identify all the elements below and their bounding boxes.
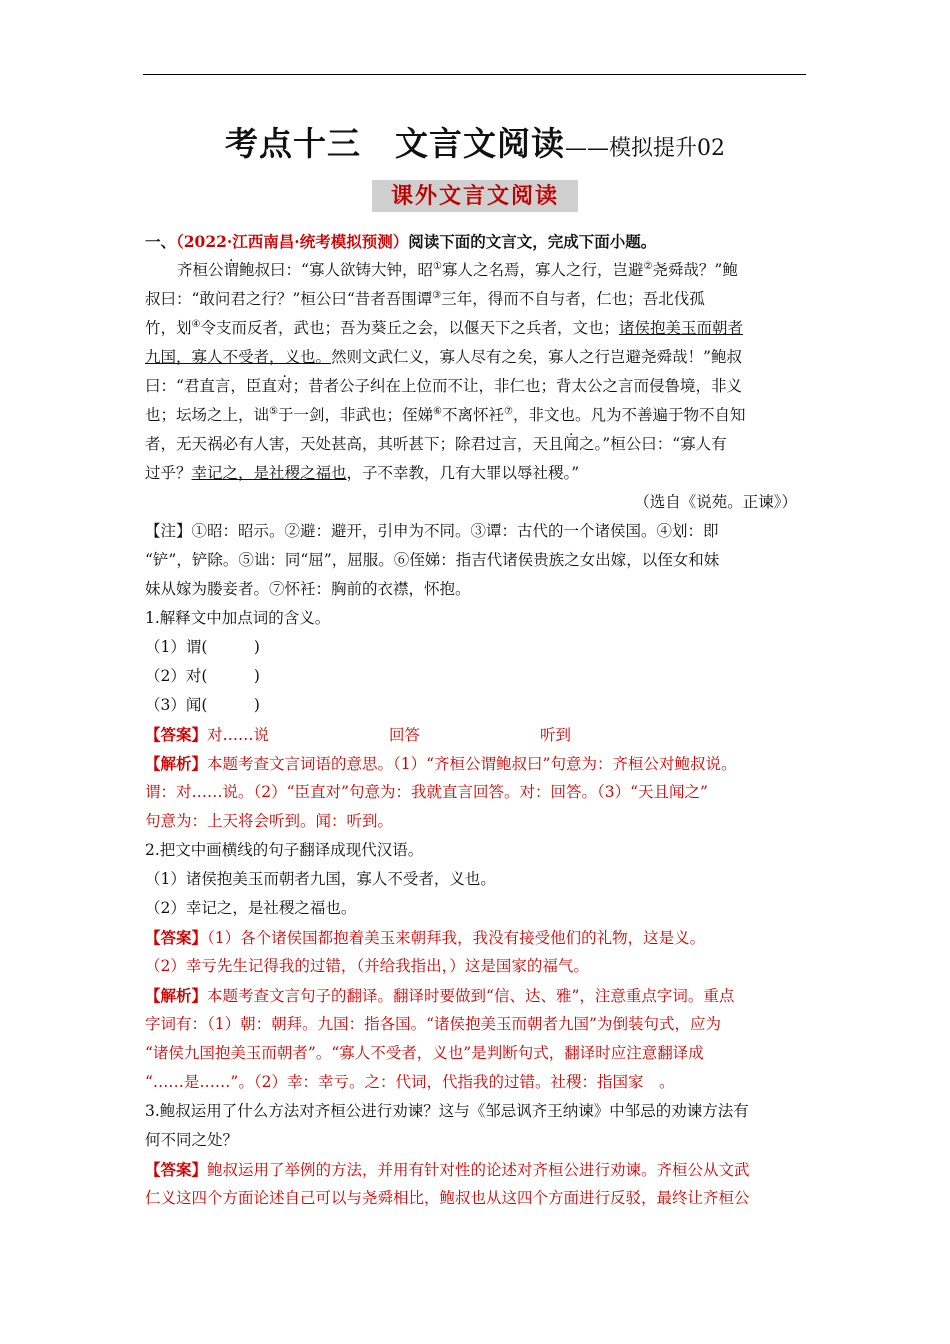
answer [145, 720, 805, 749]
answer-text: 对……说 [207, 726, 270, 744]
dotted-word: 闻 [563, 435, 580, 453]
underlined-sentence: 诸侯抱美玉而朝者 [619, 319, 744, 337]
answer-label: 【答案】 [145, 1160, 208, 1179]
analysis [145, 749, 805, 778]
notes-line: “铲”，铲除。⑤诎：同“屈”，屈服。⑥侄娣：指吉代诸侯贵族之女出嫁，以侄女和妹 [145, 551, 720, 569]
header-rule [143, 74, 806, 75]
passage-text: 过乎？ [145, 464, 192, 482]
passage-line [145, 372, 805, 401]
note-marker: ② [643, 260, 653, 272]
notes [145, 517, 805, 604]
document-content [145, 227, 805, 1213]
passage-line [145, 401, 805, 430]
analysis-line: “诸侯九国抱美玉而朝者”。“寡人不受者，义也”是判断句式，翻译时应注意翻译成 [145, 1044, 704, 1062]
page-title-main: 考点十三 文言文阅读 [225, 124, 565, 163]
question-item: （1）谓( ) [145, 638, 260, 656]
passage-text: 齐桓公 [177, 261, 224, 279]
analysis-text: 本题考查文言句子的翻译。翻译时要做到“信、达、雅”，注意重点字词。重点 [207, 987, 735, 1005]
note-marker: ⑥ [433, 405, 442, 417]
passage-text: ，子不幸教，几有大罪以辱社稷。” [346, 464, 580, 482]
answer-line: 仁义这四个方面论述自己可以与尧舜相比，鲍叔也从这四个方面进行反驳，最终让齐桓公 [145, 1189, 750, 1207]
passage-text: ；昔者公子纠在上位而不让，非仁也；背太公之言而侵鲁境，非义 [292, 377, 742, 395]
passage-line [145, 459, 805, 488]
passage-text: 叔曰：“敢问君之行？”桓公曰“昔者吾围谭 [145, 290, 433, 308]
answer-text: 听到 [540, 726, 572, 744]
answer-label: 【答案】 [145, 928, 208, 947]
note-marker: ⑤ [269, 405, 278, 417]
note-marker: ④ [191, 318, 201, 330]
question-intro [145, 227, 805, 256]
passage-line [145, 430, 805, 459]
dotted-word: 谓 [223, 261, 240, 279]
passage-text: ，非文也。凡为不善遍于物不自知 [512, 406, 746, 424]
passage-text: 于一剑，非武也；侄娣 [277, 406, 433, 424]
notes-line: 【注】①昭：昭示。②避：避开，引申为不同。③谭：古代的一个诸侯国。④划：即 [145, 522, 719, 540]
analysis-line: “……是……”。（2）幸：幸亏。之：代词，代指我的过错。社稷：指国家 。 [145, 1073, 675, 1091]
passage-line [145, 256, 805, 285]
answer-line: （2）幸亏先生记得我的过错，（并给我指出，）这是国家的福气。 [145, 957, 589, 975]
analysis-line: 谓：对……说。（2）“臣直对”句意为：我就直言回答。对：回答。（3）“天且闻之” [145, 783, 708, 801]
passage [145, 256, 805, 517]
passage-source: （选自《说苑。正谏》） [634, 493, 797, 511]
passage-text: 之。”桓公曰：“寡人有 [579, 435, 727, 453]
question-item: （2）对( ) [145, 667, 260, 685]
question-stem: 1.解释文中加点词的含义。 [145, 609, 331, 627]
analysis-label: 【解析】 [145, 754, 208, 773]
passage-text: 令支而反者，武也；吾为葵丘之会，以偃天下之兵者，文也； [200, 319, 619, 337]
passage-text: 寡人之名焉，寡人之行，岂避 [441, 261, 644, 279]
answer-text: 鲍叔运用了举例的方法，并用有针对性的论述对齐桓公进行劝谏。齐桓公从文武 [207, 1161, 750, 1179]
question-instruction: 阅读下面的文言文，完成下面小题。 [408, 232, 657, 251]
passage-text: 然则文武仁义，寡人尽有之矣，寡人之行岂避尧舜哉！”鲍叔 [331, 348, 742, 366]
question-stem: 3.鲍叔运用了什么方法对齐桓公进行劝谏？这与《邹忌讽齐王纳谏》中邹忌的劝谏方法有 [145, 1102, 749, 1120]
note-marker: ③ [432, 289, 442, 301]
analysis-line: 句意为：上天将会听到。闻：听到。 [145, 812, 394, 830]
question-source: （2022·江西南昌·统考模拟预测） [176, 232, 409, 251]
passage-text: 不离怀衽 [441, 406, 504, 424]
note-marker: ⑦ [503, 405, 513, 417]
passage-text: 者，无天祸必有人害，天处甚高，其听甚下；除君过言，天且 [145, 435, 564, 453]
underlined-sentence: 幸记之，是社稷之福也 [191, 464, 347, 482]
question-stem: 2.把文中画横线的句子翻译成现代汉语。 [145, 841, 424, 859]
passage-line [145, 285, 805, 314]
passage-text: 尧舜哉？”鲍 [652, 261, 738, 279]
passage-text: 竹，划 [145, 319, 192, 337]
passage-text: 鲍叔曰：“寡人欲铸大钟，昭 [239, 261, 433, 279]
page-title [0, 118, 950, 165]
question-1 [145, 604, 805, 836]
question-2 [145, 836, 805, 1097]
passage-text: 三年，得而不自与者，仁也；吾北伐孤 [441, 290, 705, 308]
note-marker: ① [432, 260, 442, 272]
page-title-sub: ——模拟提升02 [565, 136, 725, 161]
answer [145, 923, 805, 952]
passage-line [145, 343, 805, 372]
analysis-label: 【解析】 [145, 986, 208, 1005]
answer-label: 【答案】 [145, 725, 208, 744]
passage-line [145, 314, 805, 343]
question-3 [145, 1097, 805, 1213]
analysis-text: 本题考查文言词语的意思。（1）“齐桓公谓鲍叔曰”句意为：齐桓公对鲍叔说。 [207, 755, 737, 773]
notes-line: 妹从嫁为媵妾者。⑦怀衽：胸前的衣襟，怀抱。 [145, 580, 471, 598]
dotted-word: 对 [276, 377, 293, 395]
answer-text: （1）各个诸侯国都抱着美玉来朝拜我，我没有接受他们的礼物，这是义。 [207, 929, 706, 947]
answer [145, 1155, 805, 1184]
answer-text: 回答 [389, 726, 421, 744]
question-number: 一、 [145, 232, 177, 251]
analysis-line: 字词有：（1）朝：朝拜。九国：指各国。“诸侯抱美玉而朝者九国”为倒装句式，应为 [145, 1015, 721, 1033]
section-title: 课外文言文阅读 [390, 183, 559, 209]
analysis [145, 981, 805, 1010]
question-stem: 何不同之处？ [145, 1131, 239, 1149]
question-item: （2）幸记之，是社稷之福也。 [145, 899, 357, 917]
passage-text: 也；坛场之上，诎 [145, 406, 270, 424]
underlined-sentence: 九国，寡人不受者，义也。 [145, 348, 332, 366]
question-item: （3）闻( ) [145, 696, 260, 714]
passage-text: 曰：“君直言，臣直 [145, 377, 277, 395]
question-item: （1）诸侯抱美玉而朝者九国，寡人不受者，义也。 [145, 870, 496, 888]
